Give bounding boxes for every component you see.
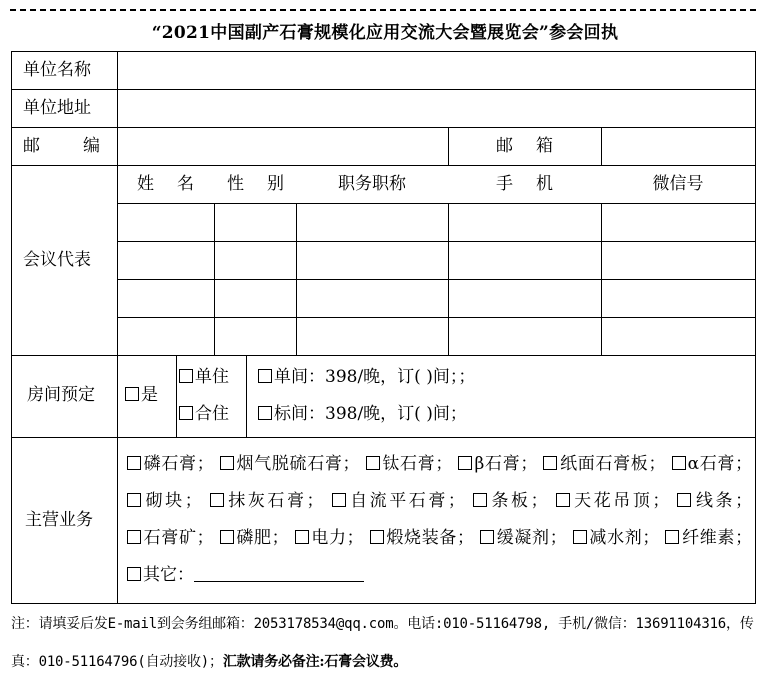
room-yes-text: 是	[141, 385, 158, 405]
col-divider	[296, 203, 297, 355]
dashed-cut-line	[10, 9, 756, 11]
border-right	[755, 51, 756, 604]
business-option[interactable]	[127, 454, 214, 474]
col-divider	[176, 355, 177, 437]
checkbox-icon	[258, 369, 272, 383]
header-mobile-b: 机	[536, 174, 553, 194]
checkbox-icon	[127, 493, 141, 507]
border-bottom	[11, 603, 756, 604]
checkbox-icon	[127, 567, 141, 581]
checkbox-icon	[332, 493, 346, 507]
business-option[interactable]	[677, 491, 752, 511]
single-stay-text: 单住	[195, 367, 229, 387]
unit-name-field[interactable]	[118, 52, 755, 89]
business-option[interactable]	[370, 528, 474, 548]
business-option[interactable]	[332, 491, 465, 511]
footnote-fax: 真：010-51164796(自动接收)；	[11, 654, 223, 670]
checkbox-icon	[370, 530, 384, 544]
business-option-text: β石膏；	[474, 454, 538, 474]
col-divider	[448, 127, 449, 165]
email-label-a: 邮	[496, 136, 513, 156]
business-option-text: 电力；	[310, 528, 364, 548]
unit-address-field[interactable]	[118, 90, 755, 127]
business-options	[127, 446, 752, 594]
checkbox-icon	[473, 493, 487, 507]
room-yes-option[interactable]	[125, 387, 158, 404]
checkbox-icon	[458, 456, 472, 470]
unit-address-label: 单位地址	[23, 98, 91, 118]
email-field[interactable]	[602, 128, 755, 165]
single-room-text: 单间：398/晚，订( )间；；	[274, 367, 476, 387]
checkbox-icon	[125, 387, 139, 401]
checkbox-icon	[543, 456, 557, 470]
shared-stay-option[interactable]	[179, 406, 229, 423]
business-option-text: 钛石膏；	[381, 454, 453, 474]
business-label: 主营业务	[25, 510, 93, 530]
col-divider	[117, 437, 118, 604]
business-option-text: 纸面石膏板；	[559, 454, 666, 474]
delegates-label: 会议代表	[23, 250, 91, 270]
col-divider	[601, 203, 602, 355]
business-option-other[interactable]	[127, 565, 364, 585]
border-left	[11, 51, 12, 604]
other-blank-line[interactable]	[194, 580, 364, 582]
row-divider	[117, 203, 756, 204]
business-option[interactable]	[220, 454, 360, 474]
col-divider	[246, 355, 247, 437]
col-divider	[448, 203, 449, 355]
row-divider	[117, 279, 756, 280]
row-divider	[11, 355, 756, 356]
business-option[interactable]	[127, 491, 202, 511]
checkbox-icon	[677, 493, 691, 507]
footnote-line-2	[11, 651, 763, 671]
business-option-text: 自流平石膏；	[347, 491, 465, 511]
header-gender-a: 性	[227, 174, 244, 194]
header-position: 职务职称	[338, 174, 406, 194]
checkbox-icon	[665, 530, 679, 544]
checkbox-icon	[210, 493, 224, 507]
checkbox-icon	[220, 530, 234, 544]
business-option-text: 抹灰石膏；	[225, 491, 324, 511]
business-option[interactable]	[672, 454, 753, 474]
row-divider	[11, 437, 756, 438]
email-label-b: 箱	[536, 136, 553, 156]
postcode-label-a: 邮	[23, 136, 40, 156]
business-option-text: 砌块；	[143, 491, 202, 511]
business-option-text: 磷石膏；	[143, 454, 214, 474]
business-option-text: 缓凝剂；	[496, 528, 567, 548]
checkbox-icon	[220, 456, 234, 470]
unit-name-label: 单位名称	[23, 60, 91, 80]
checkbox-icon	[258, 406, 272, 420]
business-option[interactable]	[473, 491, 548, 511]
business-option-text: 减水剂；	[588, 528, 660, 548]
business-option-text: 其它：	[143, 565, 194, 585]
header-wechat: 微信号	[652, 174, 704, 194]
checkbox-icon	[480, 530, 494, 544]
header-name-a: 姓	[137, 174, 154, 194]
business-option[interactable]	[127, 528, 214, 548]
business-option[interactable]	[480, 528, 567, 548]
checkbox-icon	[179, 369, 193, 383]
business-option[interactable]	[220, 528, 289, 548]
postcode-label-b: 编	[83, 136, 100, 156]
business-option[interactable]	[556, 491, 670, 511]
header-mobile-a: 手	[496, 174, 513, 194]
single-room-option[interactable]	[258, 369, 475, 386]
standard-room-text: 标间：398/晚，订( )间；	[274, 404, 467, 424]
room-booking-label: 房间预定	[27, 385, 95, 405]
row-divider	[117, 317, 756, 318]
business-option[interactable]	[458, 454, 537, 474]
business-option[interactable]	[210, 491, 324, 511]
shared-stay-text: 合住	[195, 404, 229, 424]
checkbox-icon	[127, 456, 141, 470]
registration-form	[11, 51, 756, 604]
business-option[interactable]	[543, 454, 665, 474]
business-option-text: 线条；	[693, 491, 753, 511]
business-option-text: 纤维素；	[681, 528, 753, 548]
checkbox-icon	[179, 406, 193, 420]
business-option[interactable]	[366, 454, 453, 474]
business-option-text: 煅烧装备；	[385, 528, 475, 548]
checkbox-icon	[295, 530, 309, 544]
business-option-text: 烟气脱硫石膏；	[235, 454, 360, 474]
business-option-text: 磷肥；	[235, 528, 289, 548]
business-option-text: 天花吊顶；	[571, 491, 670, 511]
footnote-line-1: 注：请填妥后发E-mail到会务组邮箱：2053178534@qq.com。电话:010-51164798, 手机/微信：13691104316，传	[11, 616, 754, 632]
header-gender-b: 别	[267, 174, 284, 194]
business-option-text: 条板；	[488, 491, 548, 511]
business-option[interactable]	[295, 528, 364, 548]
checkbox-icon	[573, 530, 587, 544]
row-divider	[117, 241, 756, 242]
checkbox-icon	[127, 530, 141, 544]
col-divider	[214, 203, 215, 355]
footnote-remittance-note: 汇款请务必备注:石膏会议费。	[222, 654, 408, 670]
postcode-field[interactable]	[118, 128, 448, 165]
checkbox-icon	[366, 456, 380, 470]
business-option[interactable]	[573, 528, 660, 548]
business-option-text: α石膏；	[687, 454, 753, 474]
business-option-text: 石膏矿；	[143, 528, 214, 548]
checkbox-icon	[556, 493, 570, 507]
row-divider	[11, 165, 756, 166]
standard-room-option[interactable]	[258, 406, 467, 423]
business-option[interactable]	[665, 528, 752, 548]
header-name-b: 名	[177, 174, 194, 194]
checkbox-icon	[672, 456, 686, 470]
page-title: “2021中国副产石膏规模化应用交流大会暨展览会”参会回执	[151, 23, 619, 43]
single-stay-option[interactable]	[179, 369, 229, 386]
